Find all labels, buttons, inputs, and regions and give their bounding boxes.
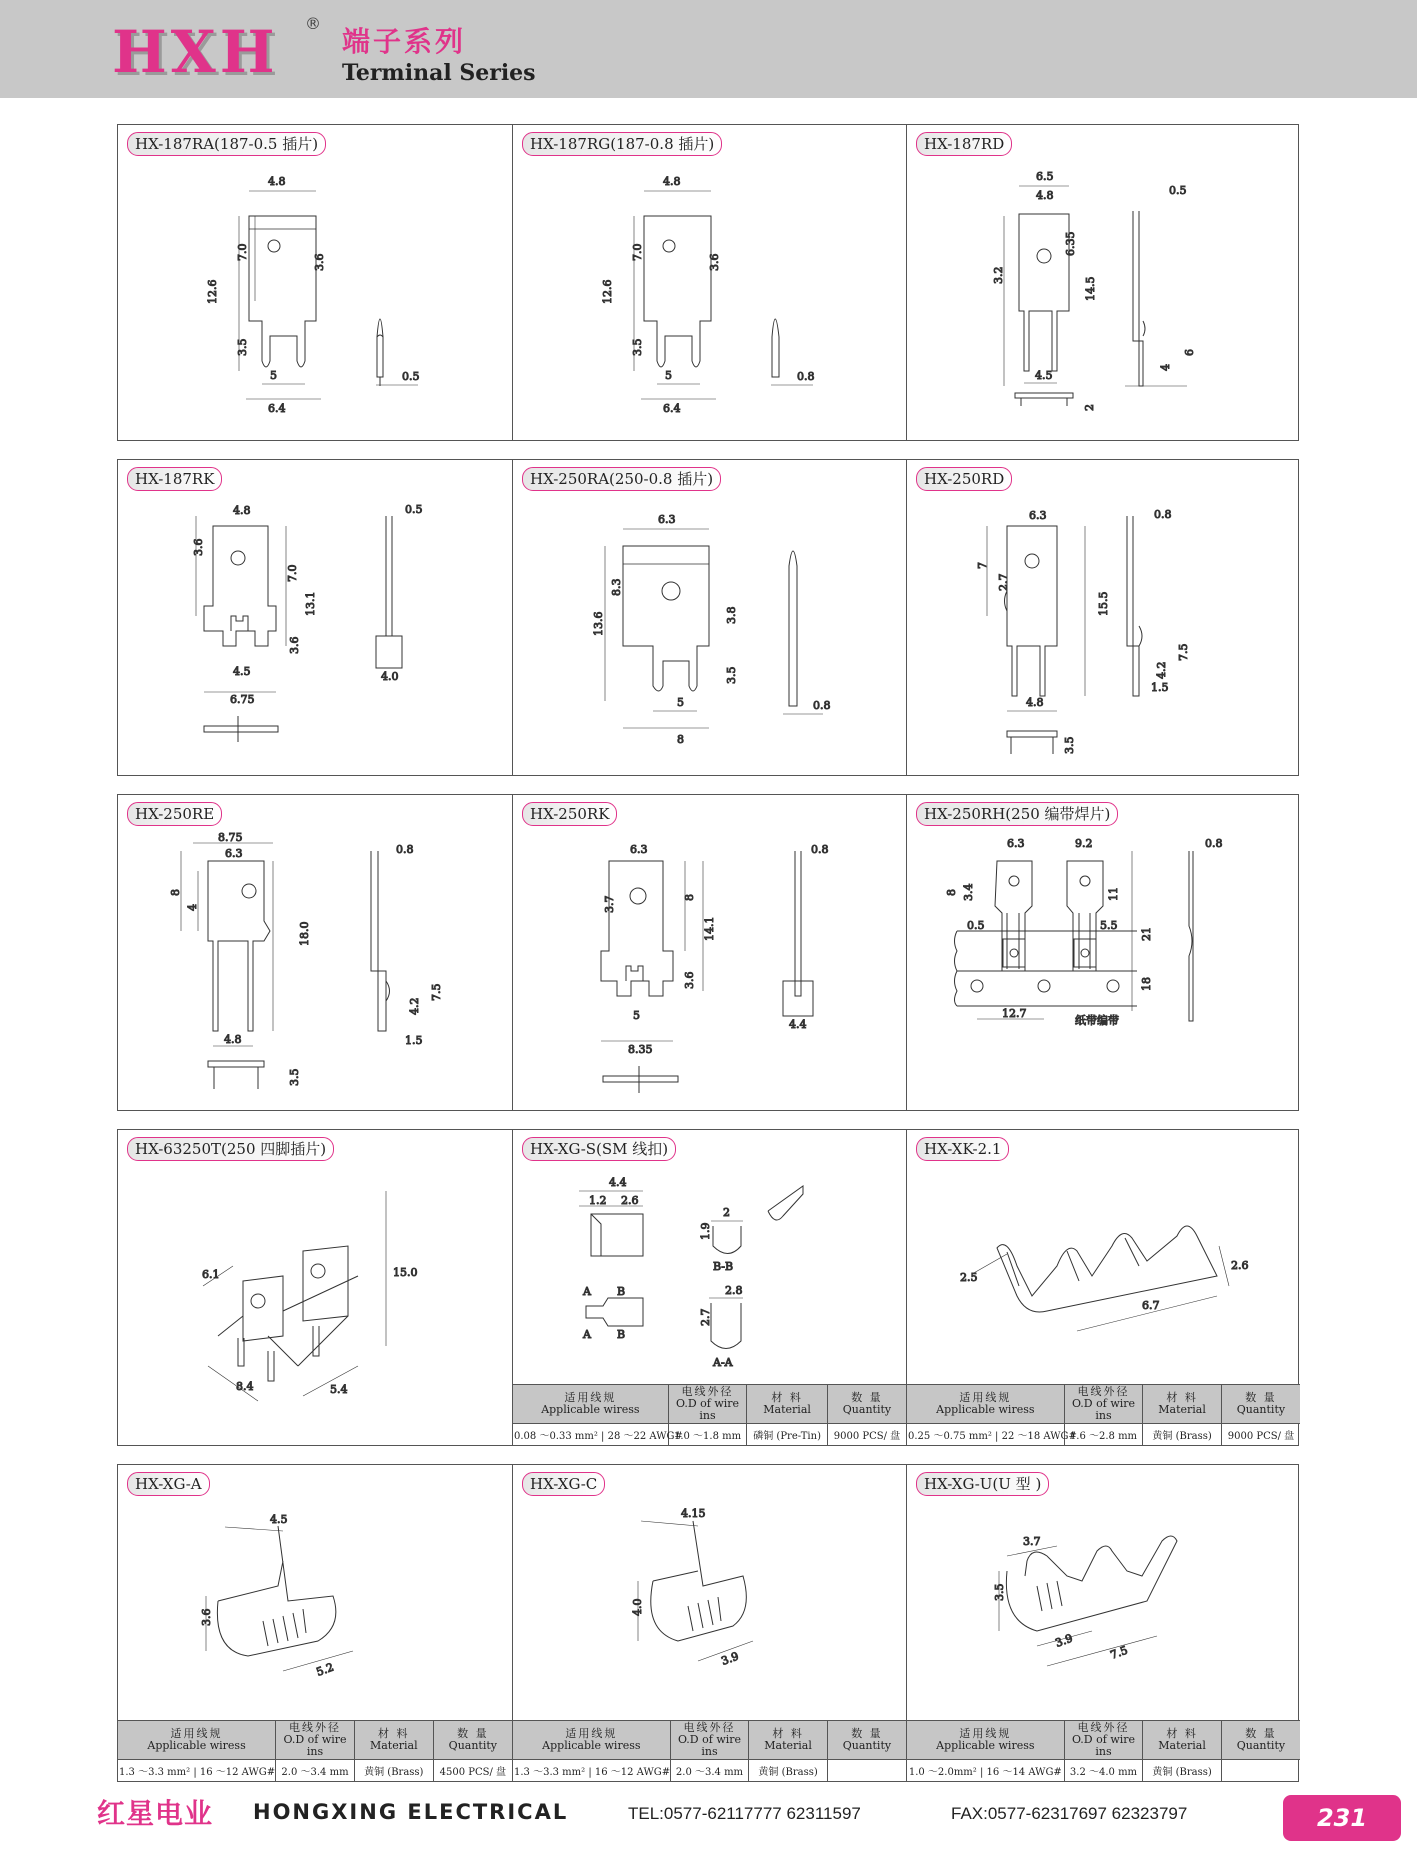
svg-text:4.4: 4.4 [789, 1018, 807, 1031]
spec-table: 适用线规 Applicable wiress 电线外径 O.D of wire ins 材 料 Material 数 量 Quantity 1.3 ～3.3 mm² | 16 ～12 AWG# 2.0 ～3.4 mm 黄铜 (Brass) [513, 1720, 906, 1781]
section-mark: A [583, 1328, 591, 1341]
product-label: HX-XG-C [522, 1472, 605, 1496]
svg-text:13.1: 13.1 [304, 591, 317, 616]
svg-text:2.7: 2.7 [997, 573, 1010, 591]
product-row-1 [117, 124, 1299, 441]
product-cell-hx-250ra [512, 460, 906, 775]
product-cell-hx-187rd [906, 125, 1300, 440]
product-cell-hx-250rh [906, 795, 1300, 1110]
svg-text:3.6: 3.6 [288, 636, 301, 654]
terminal-drawing [118, 496, 512, 772]
product-cell-hx-250rd [906, 460, 1300, 775]
svg-text:6.75: 6.75 [230, 693, 255, 706]
svg-text:3.5: 3.5 [1063, 736, 1076, 754]
svg-text:4.8: 4.8 [233, 504, 251, 517]
svg-text:6.3: 6.3 [1007, 837, 1025, 850]
svg-text:5: 5 [665, 369, 672, 382]
svg-text:5.4: 5.4 [330, 1383, 348, 1396]
product-label: HX-187RG(187-0.8 插片) [522, 132, 722, 156]
svg-text:1.5: 1.5 [1151, 681, 1169, 694]
product-label: HX-XG-U(U 型 ) [916, 1472, 1049, 1496]
svg-text:3.5: 3.5 [993, 1583, 1006, 1601]
company-name-en: HONGXING ELECTRICAL [253, 1800, 569, 1824]
svg-text:4.8: 4.8 [268, 175, 286, 188]
svg-text:2.6: 2.6 [621, 1194, 639, 1207]
terminal-drawing [907, 831, 1301, 1107]
contact-fax: FAX:0577-62317697 62323797 [951, 1804, 1188, 1823]
svg-text:7.0: 7.0 [236, 243, 249, 261]
svg-text:4.0: 4.0 [381, 670, 399, 683]
svg-text:2.8: 2.8 [725, 1284, 743, 1297]
svg-text:4.8: 4.8 [1026, 696, 1044, 709]
svg-text:8: 8 [945, 889, 958, 896]
svg-text:4.8: 4.8 [1036, 189, 1054, 202]
svg-text:6.5: 6.5 [1036, 170, 1054, 183]
product-label: HX-XK-2.1 [916, 1137, 1009, 1161]
product-label: HX-250RD [916, 467, 1012, 491]
svg-text:3.7: 3.7 [603, 895, 616, 913]
svg-text:8.4: 8.4 [236, 1380, 254, 1393]
svg-text:4: 4 [186, 904, 199, 911]
product-label: HX-187RA(187-0.5 插片) [127, 132, 326, 156]
svg-text:12.7: 12.7 [1002, 1007, 1027, 1020]
svg-text:7.0: 7.0 [631, 243, 644, 261]
svg-text:6.3: 6.3 [658, 513, 676, 526]
section-mark: B [617, 1328, 626, 1341]
product-label: HX-250RK [522, 802, 617, 826]
product-cell-hx-187rg [512, 125, 906, 440]
svg-text:0.8: 0.8 [811, 843, 829, 856]
svg-text:2: 2 [723, 1206, 730, 1219]
spec-table: 适用线规 Applicable wiress 电线外径 O.D of wire ins 材 料 Material 数 量 Quantity 0.08 ～0.33 mm² | 28 ～22 AWG# 1.0 ～1.8 mm 磷铜 (Pre-Tin) 9000 PCS/ 盘 [513, 1384, 906, 1445]
svg-text:3.8: 3.8 [725, 606, 738, 624]
svg-text:1.2: 1.2 [589, 1194, 607, 1207]
terminal-drawing [513, 1166, 907, 1391]
svg-text:0.8: 0.8 [1154, 508, 1172, 521]
product-cell-hx-xg-a [118, 1465, 512, 1781]
svg-text:14.1: 14.1 [703, 916, 716, 941]
svg-text:3.4: 3.4 [962, 883, 975, 901]
brand-logo: HXH [112, 18, 279, 86]
registered-mark: ® [305, 14, 321, 33]
product-cell-hx-xg-c [512, 1465, 906, 1781]
product-label: HX-250RA(250-0.8 插片) [522, 467, 721, 491]
svg-text:2.6: 2.6 [1231, 1259, 1249, 1272]
svg-text:8: 8 [683, 894, 696, 901]
svg-text:1.9: 1.9 [699, 1222, 712, 1240]
svg-text:2.7: 2.7 [699, 1308, 712, 1326]
svg-text:8.75: 8.75 [218, 831, 243, 844]
svg-text:4.4: 4.4 [609, 1176, 627, 1189]
terminal-drawing [513, 496, 907, 772]
svg-text:3.6: 3.6 [708, 253, 721, 271]
svg-text:3.6: 3.6 [313, 253, 326, 271]
svg-text:3.9: 3.9 [719, 1649, 741, 1668]
terminal-drawing [118, 1166, 512, 1442]
svg-text:7.5: 7.5 [1177, 643, 1190, 661]
product-label: HX-187RD [916, 132, 1012, 156]
svg-text:5.2: 5.2 [314, 1660, 336, 1679]
terminal-drawing [118, 161, 512, 437]
svg-text:3.5: 3.5 [725, 666, 738, 684]
svg-text:8.3: 8.3 [610, 578, 623, 596]
terminal-drawing [118, 831, 512, 1107]
product-label: HX-250RE [127, 802, 222, 826]
svg-text:13.6: 13.6 [592, 611, 605, 636]
svg-text:1.5: 1.5 [405, 1034, 423, 1047]
svg-text:6.3: 6.3 [1029, 509, 1047, 522]
svg-text:4: 4 [1159, 364, 1172, 371]
svg-text:5: 5 [270, 369, 277, 382]
section-a-a: A-A [713, 1356, 733, 1369]
product-cell-hx-xg-u [906, 1465, 1300, 1781]
svg-text:3.2: 3.2 [992, 266, 1005, 284]
page-header [0, 0, 1417, 98]
svg-text:12.6: 12.6 [601, 279, 614, 304]
product-label: HX-250RH(250 编带焊片) [916, 802, 1118, 826]
svg-text:4.5: 4.5 [1035, 369, 1053, 382]
svg-text:6: 6 [1183, 349, 1196, 356]
svg-text:9.2: 9.2 [1075, 837, 1093, 850]
svg-text:3.5: 3.5 [236, 338, 249, 356]
product-cell-hx-xk-2-1 [906, 1130, 1300, 1445]
series-title-cn: 端子系列 [342, 25, 467, 58]
page-number: 231 [1283, 1795, 1401, 1841]
svg-text:3.7: 3.7 [1023, 1535, 1041, 1548]
svg-text:0.5: 0.5 [1169, 184, 1187, 197]
svg-text:0.8: 0.8 [797, 370, 815, 383]
svg-text:18.0: 18.0 [298, 921, 311, 946]
svg-text:7.5: 7.5 [430, 983, 443, 1001]
svg-text:3.6: 3.6 [200, 1608, 213, 1626]
product-row-2 [117, 459, 1299, 776]
svg-text:15.5: 15.5 [1097, 591, 1110, 616]
svg-text:12.6: 12.6 [206, 279, 219, 304]
product-row-3 [117, 794, 1299, 1111]
svg-text:3.9: 3.9 [1053, 1631, 1075, 1650]
svg-text:4.2: 4.2 [408, 997, 421, 1015]
svg-text:5.5: 5.5 [1100, 919, 1118, 932]
svg-text:18: 18 [1140, 977, 1153, 991]
svg-text:0.8: 0.8 [396, 843, 414, 856]
spec-table: 适用线规 Applicable wiress 电线外径 O.D of wire ins 材 料 Material 数 量 Quantity 1.0 ～2.0mm² | 16 ～14 AWG# 3.2 ～4.0 mm 黄铜 (Brass) [907, 1720, 1300, 1781]
svg-text:2.5: 2.5 [960, 1271, 978, 1284]
svg-text:6.7: 6.7 [1142, 1299, 1160, 1312]
svg-text:3.6: 3.6 [192, 538, 205, 556]
svg-text:0.5: 0.5 [967, 919, 985, 932]
terminal-drawing [118, 1501, 512, 1726]
svg-text:8: 8 [677, 733, 684, 746]
svg-text:6.4: 6.4 [268, 402, 286, 415]
section-b-b: B-B [713, 1260, 734, 1273]
svg-text:5: 5 [677, 696, 684, 709]
product-row-4 [117, 1129, 1299, 1446]
svg-text:7.0: 7.0 [286, 564, 299, 582]
svg-text:6.3: 6.3 [630, 843, 648, 856]
svg-text:3.5: 3.5 [288, 1068, 301, 1086]
product-row-5 [117, 1464, 1299, 1782]
spec-table: 适用线规 Applicable wiress 电线外径 O.D of wire ins 材 料 Material 数 量 Quantity 0.25 ～0.75 mm² | 22 ～18 AWG# 1.6 ～2.8 mm 黄铜 (Brass) 9000 PCS/ 盘 [907, 1384, 1300, 1445]
svg-text:8: 8 [169, 889, 182, 896]
product-cell-hx-63250t [118, 1130, 512, 1445]
svg-text:6.3: 6.3 [225, 847, 243, 860]
svg-text:4.5: 4.5 [270, 1513, 288, 1526]
svg-text:0.8: 0.8 [813, 699, 831, 712]
svg-text:4.5: 4.5 [233, 665, 251, 678]
spec-table: 适用线规 Applicable wiress 电线外径 O.D of wire ins 材 料 Material 数 量 Quantity 1.3 ～3.3 mm² | 16 ～12 AWG# 2.0 ～3.4 mm 黄铜 (Brass) 4500 PCS/ 盘 [118, 1720, 512, 1781]
svg-text:6.35: 6.35 [1064, 231, 1077, 256]
product-cell-hx-xg-s [512, 1130, 906, 1445]
svg-text:21: 21 [1140, 927, 1153, 941]
svg-text:15.0: 15.0 [393, 1266, 418, 1279]
svg-text:0.8: 0.8 [1205, 837, 1223, 850]
terminal-drawing [513, 831, 907, 1107]
svg-text:0.5: 0.5 [405, 503, 423, 516]
svg-text:4.15: 4.15 [681, 1507, 706, 1520]
svg-text:7: 7 [976, 562, 989, 569]
section-mark: B [617, 1285, 626, 1298]
svg-text:0.5: 0.5 [402, 370, 420, 383]
svg-text:8.35: 8.35 [628, 1043, 653, 1056]
product-label: HX-63250T(250 四脚插片) [127, 1137, 334, 1161]
tape-note: 纸带编带 [1075, 1014, 1119, 1027]
svg-text:4.2: 4.2 [1155, 661, 1168, 679]
terminal-drawing [907, 496, 1301, 772]
terminal-drawing [907, 161, 1301, 437]
product-cell-hx-187rk [118, 460, 512, 775]
svg-text:14.5: 14.5 [1084, 276, 1097, 301]
svg-text:6.4: 6.4 [663, 402, 681, 415]
product-cell-hx-187ra [118, 125, 512, 440]
svg-text:5: 5 [633, 1009, 640, 1022]
section-mark: A [583, 1285, 591, 1298]
terminal-drawing [907, 1166, 1301, 1391]
contact-tel: TEL:0577-62117777 62311597 [628, 1804, 861, 1823]
svg-text:4.8: 4.8 [224, 1033, 242, 1046]
svg-text:2: 2 [1083, 404, 1096, 411]
series-title-en: Terminal Series [342, 60, 536, 86]
svg-text:7.5: 7.5 [1108, 1643, 1130, 1662]
svg-text:11: 11 [1107, 887, 1120, 901]
product-label: HX-XG-A [127, 1472, 210, 1496]
terminal-drawing [513, 1501, 907, 1726]
company-name-cn: 红星电业 [97, 1797, 214, 1830]
svg-text:3.6: 3.6 [683, 971, 696, 989]
svg-text:4.0: 4.0 [631, 1598, 644, 1616]
terminal-drawing [907, 1501, 1301, 1726]
svg-text:6.1: 6.1 [202, 1268, 220, 1281]
product-cell-hx-250re [118, 795, 512, 1110]
product-label: HX-187RK [127, 467, 222, 491]
product-cell-hx-250rk [512, 795, 906, 1110]
terminal-drawing [513, 161, 907, 437]
product-label: HX-XG-S(SM 线扣) [522, 1137, 676, 1161]
svg-text:4.8: 4.8 [663, 175, 681, 188]
svg-text:3.5: 3.5 [631, 338, 644, 356]
